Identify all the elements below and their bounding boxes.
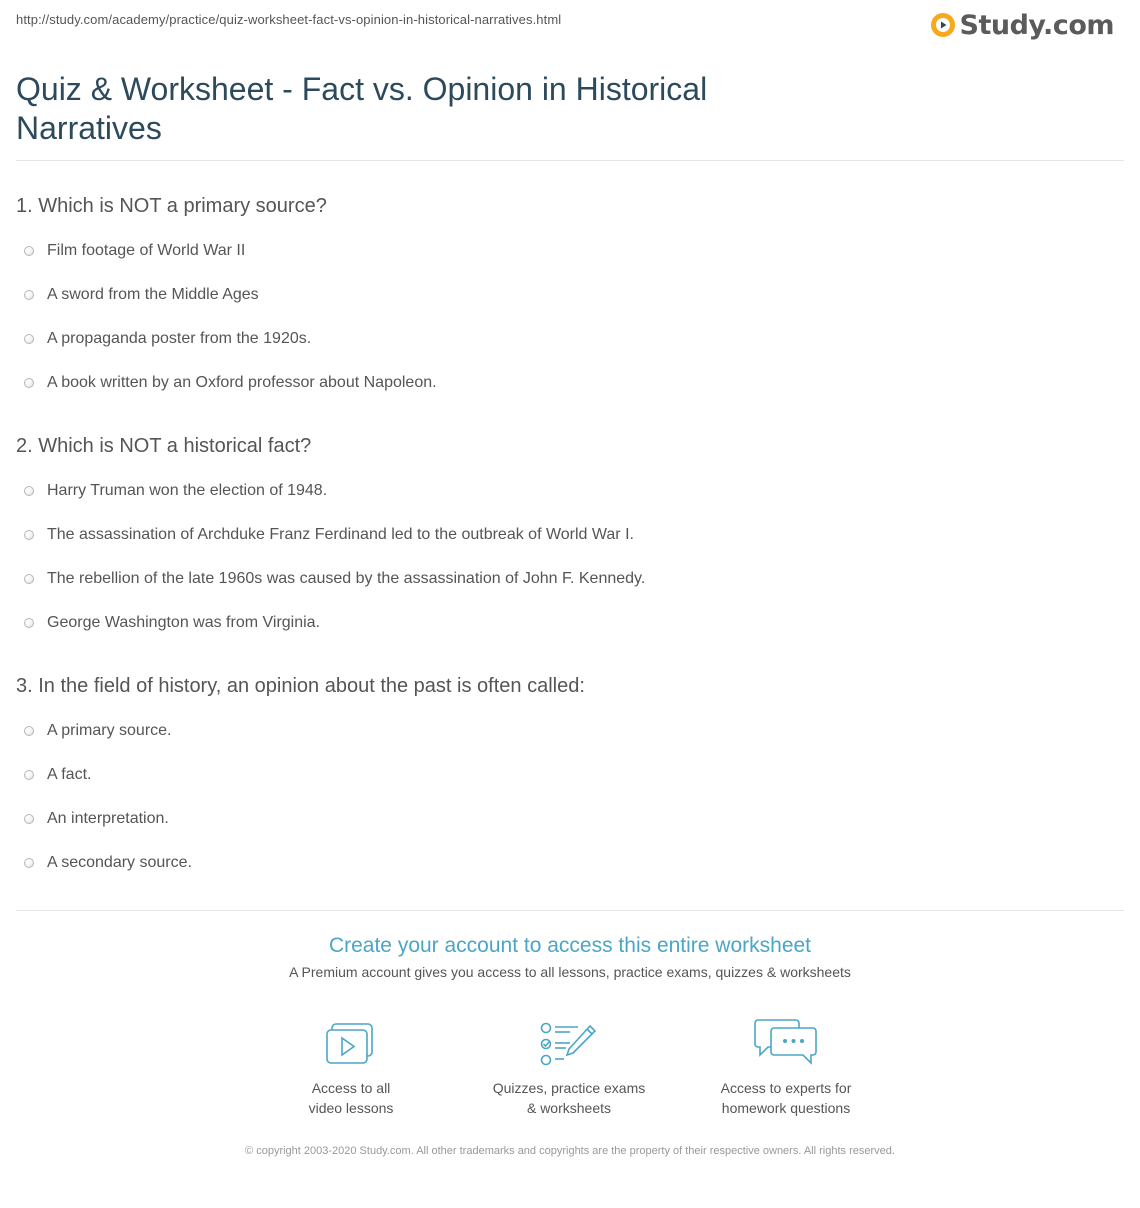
page-title: Quiz & Worksheet - Fact vs. Opinion in Historical Narratives (16, 71, 708, 146)
answer-label: Harry Truman won the election of 1948. (47, 482, 328, 499)
answer-label: A sword from the Middle Ages (47, 286, 259, 303)
feature-label-line: video lessons (308, 1100, 394, 1116)
radio-button[interactable] (24, 858, 34, 868)
answer-option[interactable] (16, 709, 1116, 753)
video-lessons-icon (325, 1022, 377, 1066)
question-2 (16, 434, 1116, 645)
study-logo[interactable] (930, 8, 1114, 42)
feature-label-line: Access to all (311, 1080, 391, 1096)
feature-label-line: Access to experts for (720, 1080, 852, 1096)
answer-label: A secondary source. (47, 854, 192, 871)
radio-button[interactable] (24, 378, 34, 388)
answer-label: A primary source. (47, 722, 172, 739)
answer-label: A fact. (47, 766, 92, 783)
premium-description: A Premium account gives you access to all lessons, practice exams, quizzes & worksheets (289, 964, 851, 980)
chat-bubbles-icon (754, 1018, 818, 1066)
answer-label: Film footage of World War II (47, 242, 246, 259)
logo-wordmark: Study.com (959, 9, 1114, 41)
divider (16, 910, 1124, 911)
answer-label: A book written by an Oxford professor about Napoleon. (47, 374, 437, 391)
question-text: 1. Which is NOT a primary source? (16, 195, 327, 217)
answer-label: George Washington was from Virginia. (47, 614, 321, 631)
radio-button[interactable] (24, 770, 34, 780)
feature-label-line: homework questions (721, 1100, 851, 1116)
radio-button[interactable] (24, 334, 34, 344)
answer-options (16, 229, 1116, 405)
answer-option[interactable] (16, 469, 1116, 513)
answer-options (16, 709, 1116, 885)
answer-options (16, 469, 1116, 645)
question-text: 3. In the field of history, an opinion about the past is often called: (16, 675, 585, 697)
quiz-checklist-icon (540, 1022, 598, 1066)
feature-experts (676, 1016, 896, 1118)
radio-button[interactable] (24, 530, 34, 540)
answer-option[interactable] (16, 229, 1116, 273)
answer-label: The assassination of Archduke Franz Ferdinand led to the outbreak of World War I. (47, 526, 634, 543)
feature-label-line: Quizzes, practice exams (492, 1080, 646, 1096)
question-3 (16, 674, 1116, 885)
page-url: http://study.com/academy/practice/quiz-worksheet-fact-vs-opinion-in-historical-narratives.html (16, 12, 562, 27)
radio-button[interactable] (24, 246, 34, 256)
feature-quizzes (459, 1016, 679, 1118)
question-text: 2. Which is NOT a historical fact? (16, 435, 312, 457)
answer-option[interactable] (16, 361, 1116, 405)
answer-label: A propaganda poster from the 1920s. (47, 330, 312, 347)
answer-option[interactable] (16, 753, 1116, 797)
answer-option[interactable] (16, 317, 1116, 361)
divider (16, 160, 1124, 161)
radio-button[interactable] (24, 618, 34, 628)
question-1 (16, 194, 1116, 405)
answer-label: The rebellion of the late 1960s was caused by the assassination of John F. Kennedy. (47, 570, 646, 587)
feature-label-line: & worksheets (526, 1100, 612, 1116)
radio-button[interactable] (24, 486, 34, 496)
answer-option[interactable] (16, 273, 1116, 317)
answer-option[interactable] (16, 841, 1116, 885)
create-account-link[interactable]: Create your account to access this entire worksheet (328, 934, 812, 957)
play-circle-icon (930, 12, 956, 38)
radio-button[interactable] (24, 574, 34, 584)
radio-button[interactable] (24, 726, 34, 736)
copyright-notice: © copyright 2003-2020 Study.com. All other trademarks and copyrights are the property of their respective owners. All rights reserved. (245, 1145, 895, 1157)
answer-option[interactable] (16, 797, 1116, 841)
radio-button[interactable] (24, 814, 34, 824)
answer-label: An interpretation. (47, 810, 169, 827)
answer-option[interactable] (16, 513, 1116, 557)
radio-button[interactable] (24, 290, 34, 300)
answer-option[interactable] (16, 601, 1116, 645)
answer-option[interactable] (16, 557, 1116, 601)
feature-video-lessons (241, 1016, 461, 1118)
